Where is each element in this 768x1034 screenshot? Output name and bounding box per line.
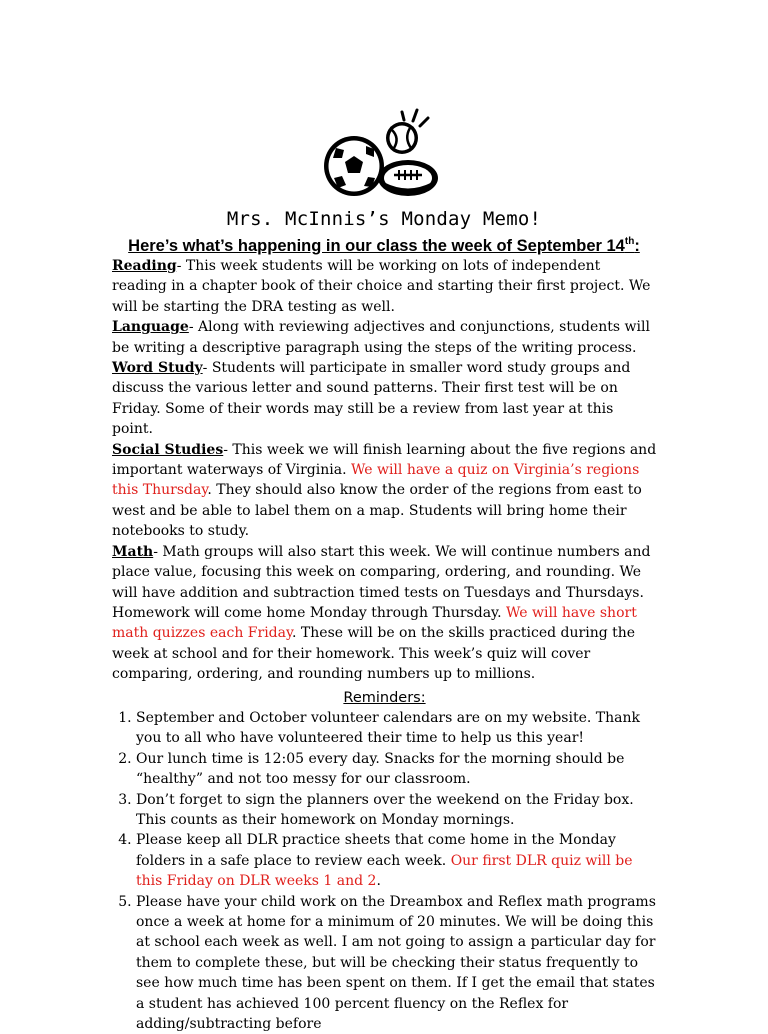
section-heading: Social Studies	[112, 441, 224, 458]
section-text: - This week we will finish learning about the five regions and important waterways of Virginia.	[112, 441, 657, 479]
section-text: - This week students will be working on lots of independent reading in a chapter book of their choice and starting their first project. We will be starting the DRA testing as well.	[112, 258, 651, 315]
section-math	[112, 542, 657, 685]
section-reading	[112, 256, 657, 317]
section-text: - Along with reviewing adjectives and conjunctions, students will be writing a descriptive paragraph using the steps of the writing process.	[112, 319, 650, 356]
reminder-text: .	[376, 873, 381, 890]
subtitle-superscript: th	[624, 236, 635, 247]
reminders-list	[112, 708, 657, 1034]
section-text: . They should also know the order of the regions from east to west and be able to label them on a map. Students will bring home their notebooks to study.	[112, 482, 642, 540]
reminder-text: Please keep all DLR practice sheets that come home in the Monday folders in a safe place to review each week.	[136, 832, 616, 869]
section-heading: Reading	[112, 258, 177, 274]
reminders-title: Reminders:	[343, 689, 426, 706]
reminder-item	[136, 830, 657, 891]
highlight-text: We will have a quiz on Virginia’s regions this Thursday	[112, 462, 640, 499]
highlight-text: We will have short math quizzes each Friday	[112, 604, 637, 642]
section-heading: Word Study	[112, 360, 203, 377]
section-text: - Students will participate in smaller word study groups and discuss the various letter and sound patterns. Their first test will be on Friday. Some of their words may still be a review from last year at this point.	[112, 360, 631, 438]
subtitle-colon: :	[634, 237, 640, 255]
section-heading: Language	[112, 319, 189, 336]
section-word-study	[112, 358, 657, 440]
section-heading: Math	[112, 543, 154, 560]
section-text: . These will be on the skills practiced during the week at school and for their homework. This week’s quiz will cover comparing, ordering, and rounding numbers up to millions.	[112, 625, 636, 683]
page-title: Mrs. McInnis’s Monday Memo!	[226, 208, 542, 230]
reminder-item: 3. Don’t forget to sign the planners over the weekend on the Friday box. This counts as their homework on Monday mornings.	[136, 790, 657, 831]
memo-body	[112, 256, 657, 1034]
section-language	[112, 317, 657, 358]
section-social-studies	[112, 440, 657, 542]
sports-balls-icon	[322, 108, 442, 200]
page-subtitle	[0, 236, 768, 256]
reminder-item: 2. Our lunch time is 12:05 every day. Snacks for the morning should be “healthy” and not too messy for our classroom.	[136, 749, 657, 790]
highlight-text: Our first DLR quiz will be this Friday on DLR weeks 1 and 2	[136, 852, 633, 890]
reminder-item: 1. September and October volunteer calendars are on my website. Thank you to all who have volunteered their time to help us this year!	[136, 708, 657, 749]
section-text: - Math groups will also start this week. We will continue numbers and place value, focusing this week on comparing, ordering, and rounding. We will have addition and subtraction timed tests on Tuesdays and Thursdays. Homework will come home Monday through Thursday.	[112, 543, 651, 621]
subtitle-text: Here’s what’s happening in our class the week of September 14	[128, 237, 625, 255]
reminder-item: 5. Please have your child work on the Dreambox and Reflex math programs once a week at home for a minimum of 20 minutes. We will be doing this at school each week as well. I am not going to assign a particular day for them to complete these, but will be checking their status frequently to see how much time has been spent on them. If I get the email that states a student has achieved 100 percent fluency on the Reflex for adding/subtracting before	[136, 892, 657, 1034]
